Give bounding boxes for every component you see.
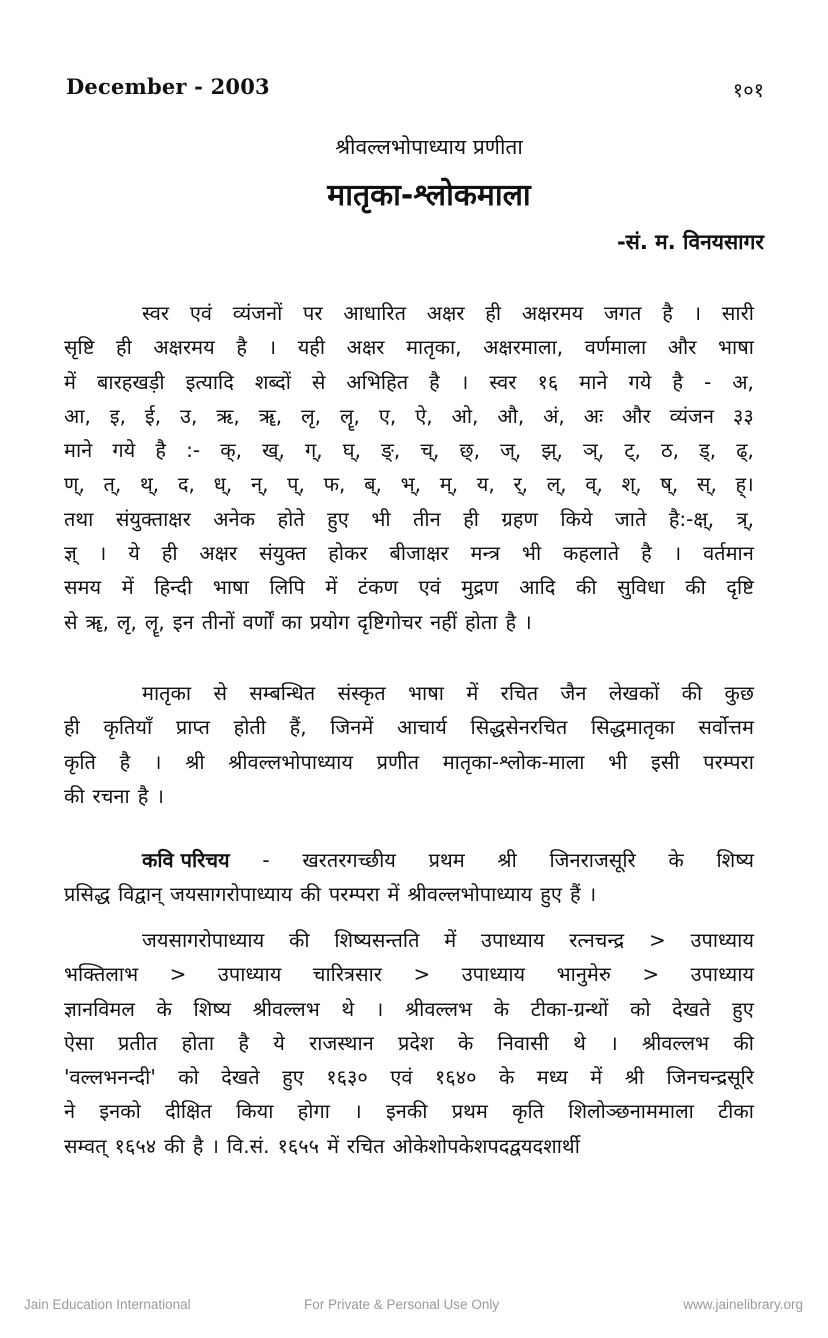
text-line: जयसागरोपाध्याय की शिष्यसन्तति में उपाध्याय रत्नचन्द्र > उपाध्याय: [142, 928, 754, 952]
text-line: प्रसिद्ध विद्वान् जयसागरोपाध्याय की परम्परा में श्रीवल्लभोपाध्याय हुए हैं ।: [64, 882, 597, 907]
footer-website-link[interactable]: www.jainelibrary.org: [683, 1297, 803, 1312]
text-line: 'वल्लभनन्दी' को देखते हुए १६३० एवं १६४० के मध्य में श्री जिनचन्द्रसूरि: [64, 1065, 754, 1090]
paragraph-intro: [64, 296, 754, 639]
paragraph-kavi-parichay: [64, 843, 754, 912]
issue-date: December - 2003: [66, 74, 270, 99]
editor-credit: -सं. म. विनयसागर: [616, 230, 764, 254]
text-line: समय में हिन्दी भाषा लिपि में टंकण एवं मुद्रण आदि की सुविधा की दृष्टि: [64, 575, 754, 600]
text-line: सम्वत् १६५४ की है । वि.सं. १६५५ में रचित ओकेशोपकेशपदद्वयदशार्थी: [64, 1133, 580, 1158]
text-line: तथा संयुक्ताक्षर अनेक होते हुए भी तीन ही ग्रहण किये जाते है:-क्ष्, त्र्,: [64, 506, 754, 531]
text-line: कृति है । श्री श्रीवल्लभोपाध्याय प्रणीत मातृका-श्लोक-माला भी इसी परम्परा: [64, 749, 754, 774]
text-line: सृष्टि ही अक्षरमय है । यही अक्षर मातृका, अक्षरमाला, वर्णमाला और भाषा: [64, 335, 754, 360]
footer-usage-note: For Private & Personal Use Only: [304, 1297, 500, 1312]
section-heading: कवि परिचय: [142, 848, 230, 872]
text-line: ही कृतियाँ प्राप्त होती हैं, जिनमें आचार्य सिद्धसेनरचित सिद्धमातृका सर्वोत्तम: [64, 715, 754, 740]
text-line: ण्, त्, थ्, द, ध्, न्, प्, फ, ब्, भ्, म्, य, र्, ल्, व्, श्, ष्, स्, ह्।: [64, 472, 754, 497]
article-subtitle: श्रीवल्लभोपाध्याय प्रणीता: [335, 135, 523, 159]
paragraph-lineage: [64, 923, 754, 1163]
text-line: ऐसा प्रतीत होता है ये राजस्थान प्रदेश के निवासी थे । श्रीवल्लभ की: [64, 1030, 754, 1055]
text-line: मातृका से सम्बन्धित संस्कृत भाषा में रचित जैन लेखकों की कुछ: [142, 681, 754, 705]
text-line: आ, इ, ई, उ, ऋ, ॠ, लृ, लॄ, ए, ऐ, ओ, औ, अं, अः और व्यंजन ३३: [64, 403, 754, 428]
page-header: [66, 74, 764, 106]
text-line: ने इनको दीक्षित किया होगा । इनकी प्रथम कृति शिलोञ्छनाममाला टीका: [64, 1099, 754, 1124]
footer-publisher: Jain Education International: [24, 1297, 191, 1312]
page-number: १०१: [732, 78, 764, 102]
paragraph-matrika: [64, 676, 754, 813]
text-line: भक्तिलाभ > उपाध्याय चारित्रसार > उपाध्याय भानुमेरु > उपाध्याय: [64, 962, 754, 987]
page-footer: [0, 1297, 828, 1321]
text-line: कवि परिचय - खरतरगच्छीय प्रथम श्री जिनराजसूरि के शिष्य: [64, 843, 754, 877]
text-line: माने गये है :- क्, ख्, ग्, घ्, ङ्, च्, छ्, ज्, झ्, ञ्, ट्, ठ, ड्, ढ्,: [64, 438, 754, 463]
text-line: की रचना है ।: [64, 783, 164, 808]
text-line: से ॠ, लृ, लॄ, इन तीनों वर्णों का प्रयोग दृष्टिगोचर नहीं होता है ।: [64, 609, 532, 634]
text-line: स्वर एवं व्यंजनों पर आधारित अक्षर ही अक्षरमय जगत है । सारी: [142, 301, 754, 325]
article-title: मातृका-श्लोकमाला: [327, 178, 531, 213]
text-line: में बारहखड़ी इत्यादि शब्दों से अभिहित है । स्वर १६ माने गये है - अ,: [64, 369, 754, 394]
text-line: ज्ञानविमल के शिष्य श्रीवल्लभ थे । श्रीवल्लभ के टीका-ग्रन्थों को देखते हुए: [64, 996, 754, 1021]
text-line: ज्ञ् । ये ही अक्षर संयुक्त होकर बीजाक्षर मन्त्र भी कहलाते है । वर्तमान: [64, 541, 754, 566]
